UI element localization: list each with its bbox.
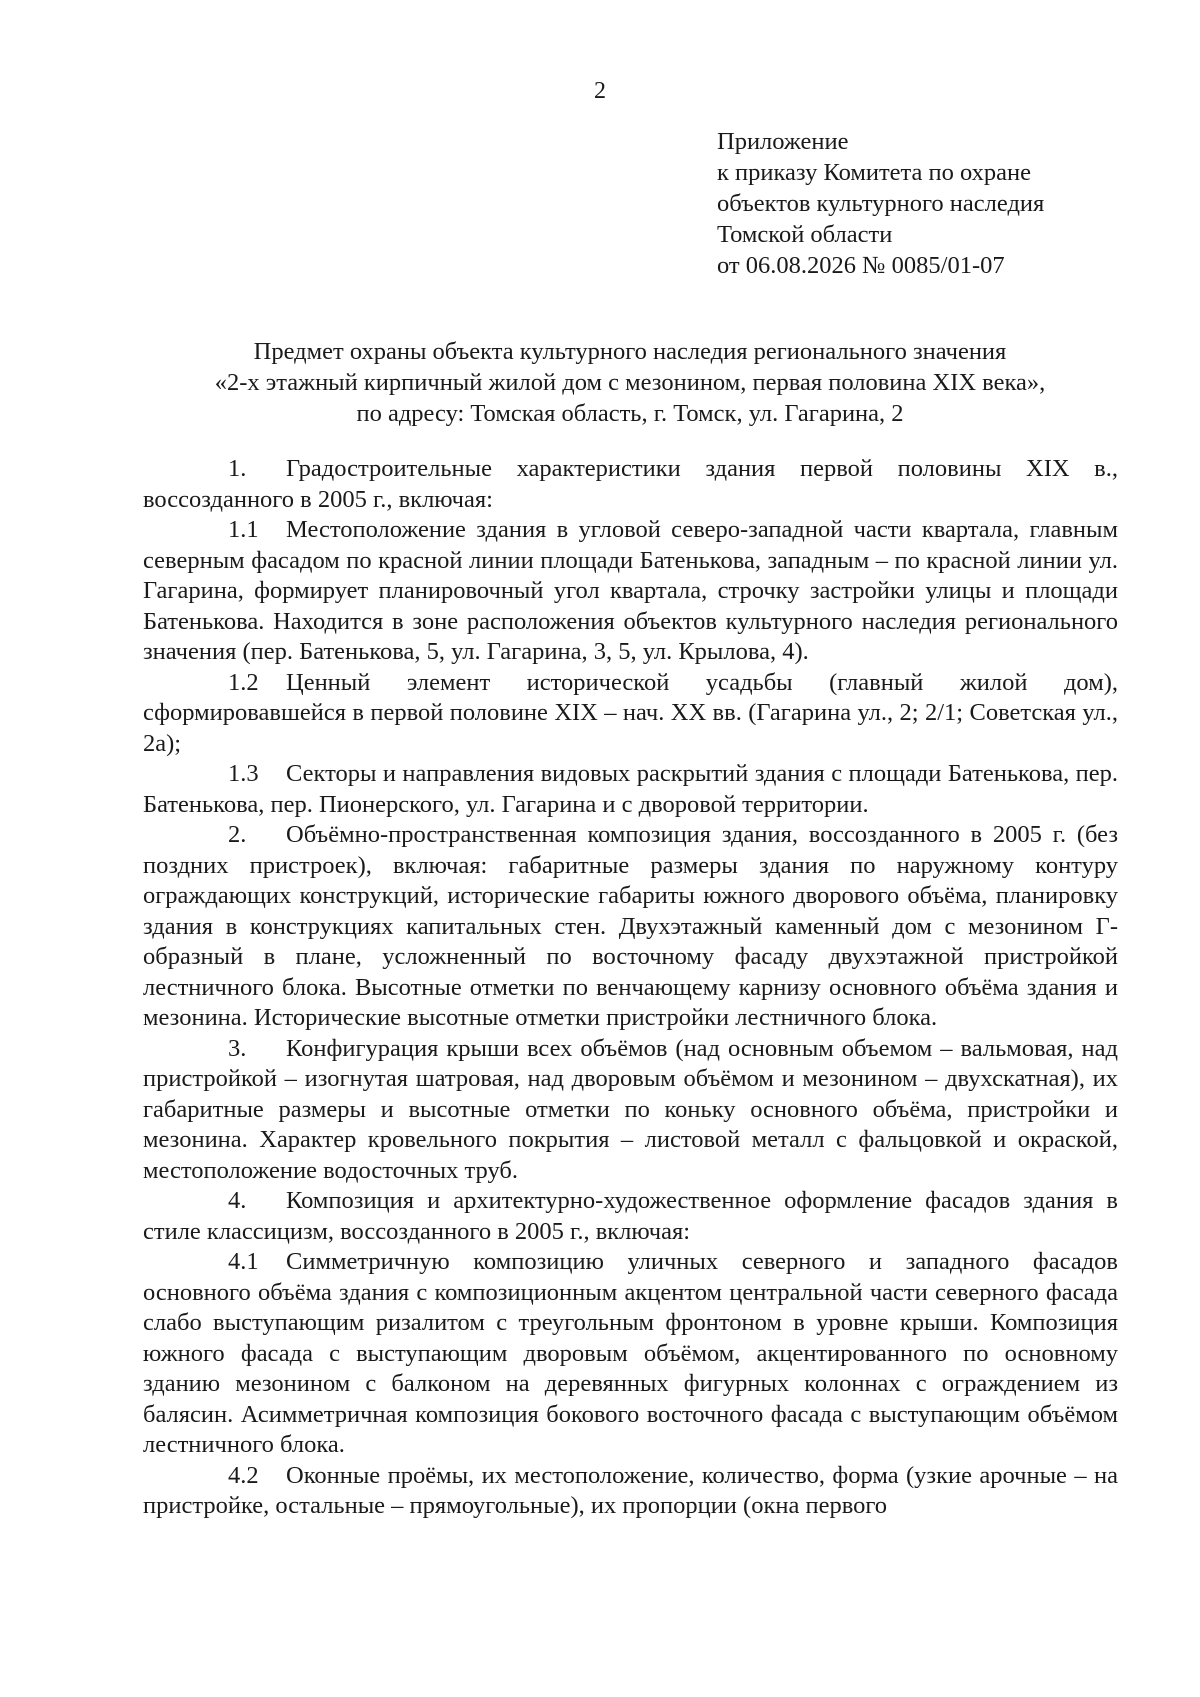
paragraph-number: 2. bbox=[228, 821, 247, 848]
title-line: Предмет охраны объекта культурного наследия регионального значения bbox=[253, 338, 1007, 365]
title-line: «2-х этажный кирпичный жилой дом с мезонином, первая половина XIX века», bbox=[214, 369, 1046, 396]
paragraph-number: 4.2 bbox=[228, 1461, 259, 1489]
paragraph-number: 1. bbox=[228, 455, 247, 482]
paragraph-text: Композиция и архитектурно-художественное оформление фасадов здания в стиле классицизм, воссозданного в 2005 г., включая: bbox=[143, 1187, 1118, 1245]
title-line: по адресу: Томская область, г. Томск, ул. Гагарина, 2 bbox=[356, 400, 904, 427]
document-body bbox=[143, 454, 1118, 1522]
paragraph-number: 4. bbox=[228, 1187, 247, 1214]
paragraph-number: 4.1 bbox=[228, 1248, 259, 1275]
paragraph bbox=[143, 1461, 1118, 1522]
appendix-line: к приказу Комитета по охране bbox=[717, 159, 1032, 186]
paragraph-number: 3. bbox=[228, 1034, 247, 1062]
page-number: 2 bbox=[594, 78, 606, 104]
paragraph bbox=[143, 1247, 1118, 1461]
paragraph-text: Конфигурация крыши всех объёмов (над основным объемом – вальмовая, над пристройкой – изогнутая шатровая, над дворовым объёмом и мезонином – двухскатная), их габаритные размеры и высотные отметки по коньку основного объёма, пристройки и мезонина. Характер кровельного покрытия – листовой металл с фальцовкой и окраской, местоположение водосточных труб. bbox=[143, 1034, 1118, 1184]
paragraph bbox=[143, 1034, 1118, 1187]
paragraph-text: Градостроительные характеристики здания первой половины XIX в., воссозданного в 2005 г., включая: bbox=[143, 455, 1118, 513]
appendix-line: Приложение bbox=[717, 128, 849, 155]
paragraph-text: Симметричную композицию уличных северного и западного фасадов основного объёма здания с композиционным акцентом центральной части северного фасада слабо выступающим ризалитом с треугольным фронтоном в уровне крыши. Композиция южного фасада с выступающим дворовым объёмом, акцентированного по основному зданию мезонином с балконом на деревянных фигурных колоннах с ограждением из балясин. Асимметричная композиция бокового восточного фасада с выступающим объёмом лестничного блока. bbox=[143, 1248, 1118, 1458]
paragraph-number: 1.1 bbox=[228, 516, 259, 543]
paragraph-number: 1.3 bbox=[228, 760, 259, 787]
paragraph bbox=[143, 1186, 1118, 1247]
paragraph bbox=[143, 820, 1118, 1034]
document-title bbox=[140, 336, 1120, 429]
paragraph-text: Оконные проёмы, их местоположение, количество, форма (узкие арочные – на пристройке, остальные – прямоугольные), их пропорции (окна первого bbox=[143, 1461, 1118, 1519]
paragraph bbox=[143, 759, 1118, 820]
paragraph-number: 1.2 bbox=[228, 668, 259, 696]
appendix-block bbox=[717, 126, 1157, 281]
appendix-line: от 06.08.2026 № 0085/01-07 bbox=[717, 252, 1005, 279]
appendix-line: объектов культурного наследия bbox=[717, 190, 1045, 217]
paragraph bbox=[143, 668, 1118, 760]
paragraph bbox=[143, 454, 1118, 515]
paragraph-text: Объёмно-пространственная композиция здания, воссозданного в 2005 г. (без поздних пристроек), включая: габаритные размеры здания по наружному контуру ограждающих конструкций, исторические габариты южного дворового объёма, планировку здания в конструкциях капитальных стен. Двухэтажный каменный дом с мезонином Г-образный в плане, усложненный по восточному фасаду двухэтажной пристройкой лестничного блока. Высотные отметки по венчающему карнизу основного объёма здания и мезонина. Исторические высотные отметки пристройки лестничного блока. bbox=[143, 821, 1118, 1031]
paragraph-text: Местоположение здания в угловой северо-западной части квартала, главным северным фасадом по красной линии площади Батенькова, западным – по красной линии ул. Гагарина, формирует планировочный угол квартала, строчку застройки улицы и площади Батенькова. Находится в зоне расположения объектов культурного наследия регионального значения (пер. Батенькова, 5, ул. Гагарина, 3, 5, ул. Крылова, 4). bbox=[143, 516, 1118, 665]
paragraph bbox=[143, 515, 1118, 668]
paragraph-text: Ценный элемент исторической усадьбы (главный жилой дом), сформировавшейся в первой половине XIX – нач. XX вв. (Гагарина ул., 2; 2/1; Советская ул., 2а); bbox=[143, 668, 1118, 757]
appendix-line: Томской области bbox=[717, 221, 893, 248]
paragraph-text: Секторы и направления видовых раскрытий здания с площади Батенькова, пер. Батенькова, пер. Пионерского, ул. Гагарина и с дворовой территории. bbox=[143, 760, 1118, 818]
